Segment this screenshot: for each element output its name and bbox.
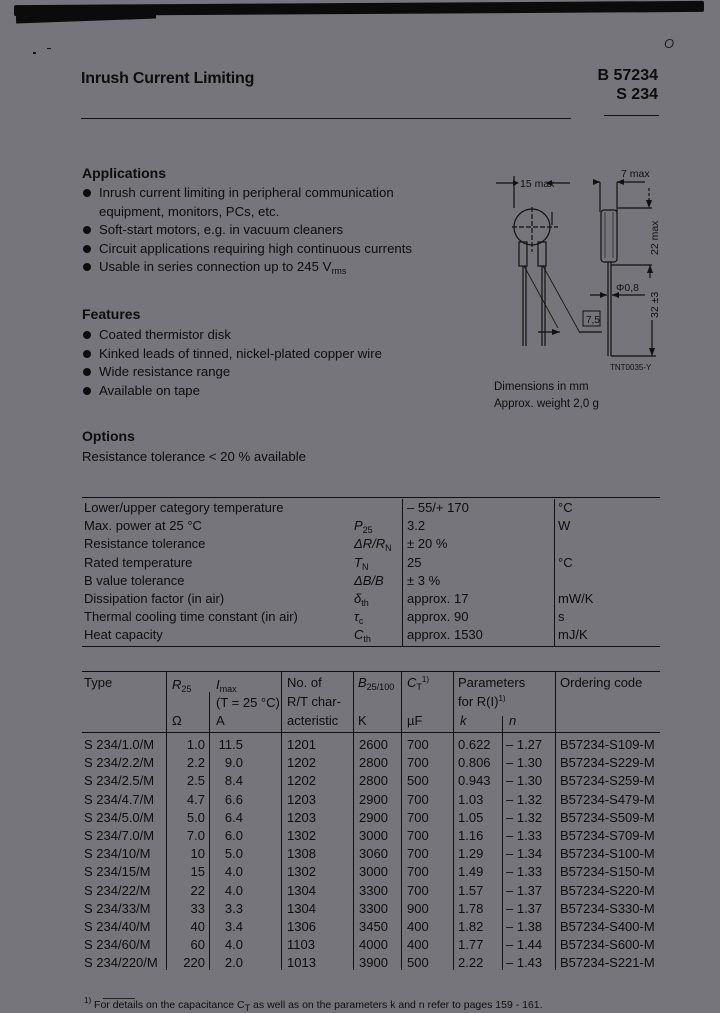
cell-k: 1.57	[458, 882, 484, 898]
cell-n: – 1.30	[506, 773, 543, 789]
cell-imax: 2.0	[224, 955, 243, 971]
cell-imax: 6.4	[224, 809, 243, 825]
cell-k: 2.22	[458, 955, 484, 971]
table-row	[82, 954, 660, 972]
table-row	[82, 936, 660, 954]
cell-k: 1.77	[458, 937, 484, 953]
table-row	[82, 754, 660, 772]
cell-r25: 40	[190, 919, 205, 934]
cell-code: B57234-S100-M	[560, 846, 655, 862]
type-table-top-rule	[82, 671, 660, 672]
cell-type: S 234/5.0/M	[84, 809, 155, 825]
cell-ct: 700	[407, 864, 429, 880]
spec-row: Lower/upper category temperature – 55/+ 170 °C	[84, 500, 573, 515]
cell-type: S 234/220/M	[84, 955, 158, 971]
cell-r25: 10	[190, 846, 205, 862]
cell-n: – 1.37	[506, 900, 543, 916]
cell-rt: 1202	[287, 773, 316, 789]
list-item: Available on tape	[82, 382, 422, 401]
header-rt: acteristic	[287, 713, 339, 728]
list-item: Usable in series connection up to 245 $V_{rms}$	[82, 258, 422, 277]
table-row	[82, 809, 660, 827]
spec-row: Dissipation factor (in air) $\delta_{th}$ approx. 17 mW/K	[84, 590, 594, 608]
cell-code: B57234-S259-M	[560, 773, 655, 789]
cell-code: B57234-S400-M	[560, 919, 655, 934]
options-text: Resistance tolerance < 20 % available	[82, 449, 306, 464]
part-number-s: S 234	[616, 86, 658, 103]
header-rt: R/T char-	[287, 694, 341, 709]
scan-speck	[47, 48, 51, 49]
cell-k: 0.806	[458, 755, 491, 771]
cell-rt: 1202	[287, 755, 316, 771]
cell-n: – 1.33	[506, 864, 543, 880]
cell-ct: 500	[407, 955, 429, 971]
part-numbers	[598, 66, 659, 104]
svg-text:7,5: 7,5	[586, 315, 600, 326]
cell-ct: 700	[407, 882, 429, 898]
options-heading: Options	[82, 428, 135, 444]
cell-type: S 234/22/M	[84, 882, 151, 898]
cell-r25: 33	[190, 900, 205, 916]
cell-r25: 220	[183, 955, 205, 971]
cell-type: S 234/1.0/M	[84, 737, 155, 752]
table-row	[82, 772, 660, 790]
cell-rt: 1304	[287, 882, 316, 898]
header-b: $B_{25/100}$	[358, 675, 395, 692]
svg-text:15 max: 15 max	[520, 178, 555, 190]
header-ct-unit: µF	[407, 713, 423, 728]
header-k: k	[460, 713, 467, 728]
cell-rt: 1302	[287, 864, 316, 880]
cell-rt: 1013	[287, 955, 316, 971]
header-params: Parameters	[458, 675, 526, 690]
cell-r25: 2.2	[186, 755, 205, 771]
cell-n: – 1.44	[506, 937, 543, 953]
cell-type: S 234/2.2/M	[84, 755, 155, 771]
dimension-caption	[494, 379, 599, 413]
cell-ct: 700	[407, 755, 429, 771]
features-list	[82, 326, 422, 400]
header-ordering-code: Ordering code	[560, 675, 643, 690]
cell-rt: 1304	[287, 900, 316, 916]
cell-imax: 3.4	[224, 919, 243, 934]
cell-n: – 1.30	[506, 755, 543, 771]
cell-b: 3300	[359, 882, 388, 898]
cell-n: – 1.32	[506, 791, 543, 807]
cell-b: 2900	[359, 809, 388, 825]
cell-type: S 234/33/M	[84, 900, 151, 916]
spec-row: Max. power at 25 °C $P_{25}$ 3.2 W	[84, 518, 571, 536]
cell-code: B57234-S221-M	[560, 955, 655, 971]
cell-n: – 1.43	[506, 955, 543, 971]
cell-b: 4000	[359, 937, 388, 953]
cell-ct: 400	[407, 937, 429, 953]
cell-code: B57234-S150-M	[560, 864, 655, 880]
cell-code: B57234-S330-M	[560, 900, 655, 916]
cell-imax: 9.0	[224, 755, 243, 771]
header-params: for $R(I)^{1)}$	[458, 694, 506, 709]
svg-text:22 max: 22 max	[649, 220, 661, 255]
header-n: n	[509, 713, 517, 728]
scan-speck	[33, 52, 36, 54]
table-row	[82, 736, 660, 754]
cell-code: B57234-S709-M	[560, 828, 655, 843]
cell-imax: 6.6	[224, 791, 243, 807]
cell-imax: 11.5	[218, 737, 243, 752]
cell-b: 3000	[359, 864, 388, 880]
cell-r25: 5.0	[186, 809, 205, 825]
header-imax: $I_{max}$	[216, 677, 237, 694]
cell-r25: 60	[190, 937, 205, 953]
cell-n: – 1.33	[506, 828, 543, 843]
table-row	[82, 863, 660, 881]
list-item: Circuit applications requiring high continuous currents	[82, 240, 422, 259]
header-ct: $C_T^{1)}$	[407, 675, 430, 692]
cell-b: 2800	[359, 773, 388, 789]
list-item: Inrush current limiting in peripheral communication equipment, monitors, PCs, etc.	[82, 184, 422, 221]
cell-k: 1.16	[458, 828, 484, 843]
cell-imax: 8.4	[224, 773, 243, 789]
header-imax-cond: (T = 25 °C)	[216, 695, 280, 710]
table-row	[82, 827, 660, 845]
cell-ct: 700	[407, 791, 429, 807]
cell-b: 3300	[359, 900, 388, 916]
cell-type: S 234/10/M	[84, 846, 151, 862]
list-item: Soft-start motors, e.g. in vacuum cleaners	[82, 221, 422, 240]
footnote: $^{1)}$ For details on the capacitance $C_T$ as well as on the parameters k and n refer to pages 159 - 161.	[84, 996, 543, 1013]
header-rule-right	[604, 115, 659, 116]
cell-ct: 500	[407, 773, 429, 789]
cell-rt: 1302	[287, 828, 316, 843]
cell-code: B57234-S600-M	[560, 937, 655, 953]
cell-b: 3900	[359, 955, 388, 971]
part-number-b: B 57234	[597, 67, 658, 84]
spec-row: Heat capacity $C_{th}$ approx. 1530 mJ/K	[84, 627, 588, 645]
cell-ct: 700	[407, 737, 429, 752]
cell-k: 0.622	[458, 737, 491, 752]
dimension-units: Dimensions in mm	[494, 381, 589, 393]
table-row	[82, 900, 660, 918]
table-row	[82, 845, 660, 863]
cell-ct: 700	[407, 846, 429, 862]
cell-type: S 234/40/M	[84, 919, 151, 934]
corner-mark: O	[664, 36, 675, 51]
spec-table-bottom-rule	[82, 646, 660, 647]
cell-ct: 400	[407, 919, 429, 934]
cell-b: 3000	[359, 828, 388, 843]
cell-r25: 1.0	[186, 737, 205, 752]
list-item: Wide resistance range	[82, 363, 422, 382]
cell-imax: 4.0	[224, 937, 243, 953]
cell-k: 1.05	[458, 809, 484, 825]
cell-rt: 1306	[287, 919, 316, 934]
svg-text:32 ±3: 32 ±3	[649, 291, 661, 318]
spec-row: Resistance tolerance $\Delta R/R_N$ ± 20 %	[84, 536, 448, 554]
cell-rt: 1103	[287, 937, 315, 953]
dimension-drawing	[480, 160, 680, 370]
list-item: Coated thermistor disk	[82, 326, 422, 345]
cell-k: 0.943	[458, 773, 491, 789]
cell-code: B57234-S509-M	[560, 809, 655, 825]
cell-type: S 234/7.0/M	[84, 828, 155, 843]
cell-rt: 1308	[287, 846, 316, 862]
header-r25: $R_{25}$	[172, 677, 192, 694]
header-bottom-rule	[82, 732, 660, 733]
cell-n: – 1.38	[506, 919, 543, 934]
cell-b: 2800	[359, 755, 388, 771]
cell-n: – 1.27	[506, 737, 543, 752]
svg-text:TNT0035-Y: TNT0035-Y	[610, 363, 652, 370]
spec-row: Thermal cooling time constant (in air) $\tau_c$ approx. 90 s	[84, 609, 565, 627]
table-row	[82, 882, 660, 900]
applications-list	[82, 184, 422, 277]
cell-imax: 6.0	[224, 828, 243, 843]
cell-b: 3450	[359, 919, 388, 934]
table-row	[82, 791, 660, 809]
cell-imax: 4.0	[224, 882, 243, 898]
cell-r25: 7.0	[186, 828, 205, 843]
approx-weight: Approx. weight 2,0 g	[494, 398, 599, 410]
spec-table	[82, 498, 660, 644]
cell-k: 1.49	[458, 864, 484, 880]
features-heading: Features	[82, 306, 141, 322]
applications-heading: Applications	[82, 165, 167, 181]
cell-ct: 700	[407, 809, 429, 825]
cell-r25: 4.7	[186, 791, 205, 807]
header-imax-unit: A	[216, 713, 225, 728]
cell-rt: 1203	[287, 791, 316, 807]
cell-r25: 15	[190, 864, 205, 880]
cell-r25: 2.5	[186, 773, 205, 789]
header-rt: No. of	[287, 675, 322, 690]
table-row	[82, 918, 660, 936]
list-item: Kinked leads of tinned, nickel-plated copper wire	[82, 345, 422, 364]
cell-imax: 3.3	[224, 900, 243, 916]
cell-b: 2600	[359, 737, 388, 752]
cell-code: B57234-S109-M	[560, 737, 655, 752]
cell-imax: 5.0	[224, 846, 243, 862]
cell-code: B57234-S220-M	[560, 882, 655, 898]
cell-type: S 234/2.5/M	[84, 773, 155, 789]
cell-n: – 1.34	[506, 846, 543, 862]
cell-rt: 1203	[287, 809, 316, 825]
spec-row: Rated temperature $T_N$ 25 °C	[84, 554, 573, 572]
cell-type: S 234/4.7/M	[84, 791, 155, 807]
cell-code: B57234-S229-M	[560, 755, 655, 771]
cell-b: 2900	[359, 791, 388, 807]
cell-r25: 22	[190, 882, 205, 898]
cell-b: 3060	[359, 846, 388, 862]
page-title: Inrush Current Limiting	[81, 70, 255, 87]
cell-rt: 1201	[287, 737, 316, 752]
header-b-unit: K	[358, 713, 367, 728]
svg-text:Φ0,8: Φ0,8	[616, 282, 639, 294]
cell-ct: 700	[407, 828, 429, 843]
cell-type: S 234/15/M	[84, 864, 151, 880]
cell-code: B57234-S479-M	[560, 791, 655, 807]
header-r25-unit: Ω	[172, 713, 182, 728]
cell-k: 1.03	[458, 791, 484, 807]
cell-k: 1.29	[458, 846, 484, 862]
cell-type: S 234/60/M	[84, 937, 151, 953]
cell-k: 1.82	[458, 919, 484, 934]
cell-n: – 1.37	[506, 882, 543, 898]
cell-k: 1.78	[458, 900, 484, 916]
svg-text:7 max: 7 max	[621, 168, 650, 180]
header-type: Type	[84, 675, 113, 690]
spec-row: B value tolerance ΔB/B ± 3 %	[84, 572, 441, 588]
cell-n: – 1.32	[506, 809, 543, 825]
cell-ct: 900	[407, 900, 429, 916]
header-rule	[81, 118, 571, 119]
cell-imax: 4.0	[224, 864, 243, 880]
